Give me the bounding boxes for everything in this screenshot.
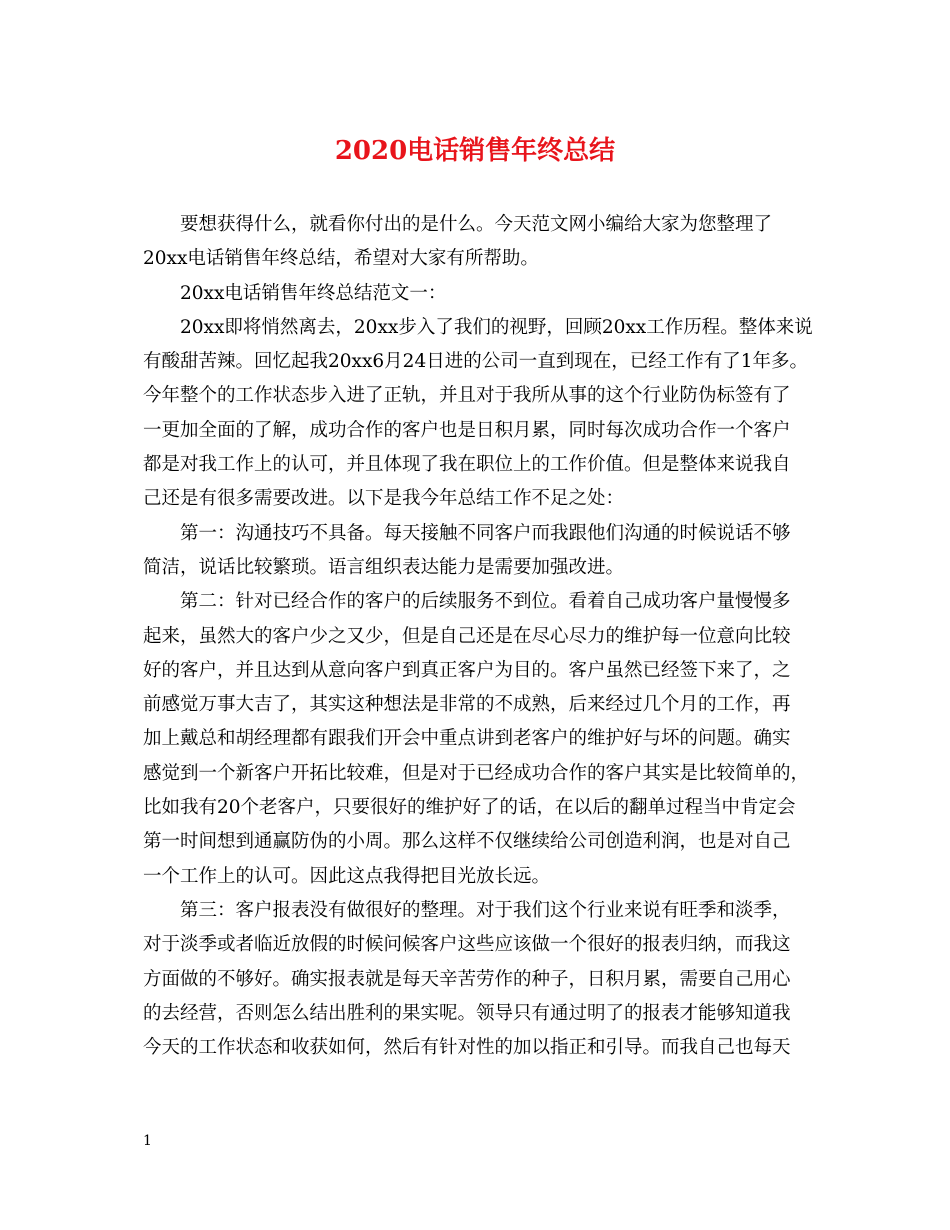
text-line: 第一时间想到通赢防伪的小周。那么这样不仅继续给公司创造利润，也是对自己 (143, 831, 791, 853)
text-line: 加上戴总和胡经理都有跟我们开会中重点讲到老客户的维护好与坏的问题。确实 (143, 728, 791, 750)
text-line: 一更加全面的了解，成功合作的客户也是日积月累，同时每次成功合作一个客户 (143, 419, 791, 441)
text-line: 20xx即将悄然离去，20xx步入了我们的视野，回顾20xx工作历程。整体来说 (180, 316, 813, 338)
text-line: 己还是有很多需要改进。以下是我今年总结工作不足之处： (143, 488, 625, 510)
text-line: 感觉到一个新客户开拓比较难，但是对于已经成功合作的客户其实是比较简单的， (143, 762, 810, 784)
text-line: 第一：沟通技巧不具备。每天接触不同客户而我跟他们沟通的时候说话不够 (180, 522, 791, 544)
text-line: 今天的工作状态和收获如何，然后有针对性的加以指正和引导。而我自己也每天 (143, 1037, 791, 1059)
text-line: 的去经营，否则怎么结出胜利的果实呢。领导只有通过明了的报表才能够知道我 (143, 1002, 791, 1024)
text-line: 要想获得什么，就看你付出的是什么。今天范文网小编给大家为您整理了 (180, 214, 773, 235)
text-line: 比如我有20个老客户，只要很好的维护好了的话，在以后的翻单过程当中肯定会 (143, 797, 796, 819)
text-line: 20xx电话销售年终总结范文一： (180, 282, 447, 304)
text-line: 方面做的不够好。确实报表就是每天辛苦劳作的种子，日积月累，需要自己用心 (143, 968, 791, 990)
text-line: 今年整个的工作状态步入进了正轨，并且对于我所从事的这个行业防伪标签有了 (143, 385, 791, 407)
text-line: 一个工作上的认可。因此这点我得把目光放长远。 (143, 865, 551, 887)
text-line: 第三：客户报表没有做很好的整理。对于我们这个行业来说有旺季和淡季， (180, 899, 791, 921)
page-number: 1 (143, 1133, 152, 1149)
text-line: 简洁，说话比较繁琐。语言组织表达能力是需要加强改进。 (143, 556, 625, 578)
text-line: 前感觉万事大吉了，其实这种想法是非常的不成熟，后来经过几个月的工作，再 (143, 694, 791, 716)
text-line: 有酸甜苦辣。回忆起我20xx6月24日进的公司一直到现在，已经工作有了1年多。 (143, 351, 808, 373)
text-line: 20xx电话销售年终总结，希望对大家有所帮助。 (143, 248, 539, 270)
text-line: 对于淡季或者临近放假的时候问候客户这些应该做一个很好的报表归纳，而我这 (143, 934, 791, 956)
text-line: 起来，虽然大的客户少之又少，但是自己还是在尽心尽力的维护每一位意向比较 (143, 625, 791, 647)
document-body (143, 208, 811, 1065)
text-line: 好的客户，并且达到从意向客户到真正客户为目的。客户虽然已经签下来了，之 (143, 659, 791, 681)
text-line: 第二：针对已经合作的客户的后续服务不到位。看着自己成功客户量慢慢多 (180, 591, 791, 613)
document-title: 2020电话销售年终总结 (334, 136, 616, 166)
text-line: 都是对我工作上的认可，并且体现了我在职位上的工作价值。但是整体来说我自 (143, 454, 791, 476)
